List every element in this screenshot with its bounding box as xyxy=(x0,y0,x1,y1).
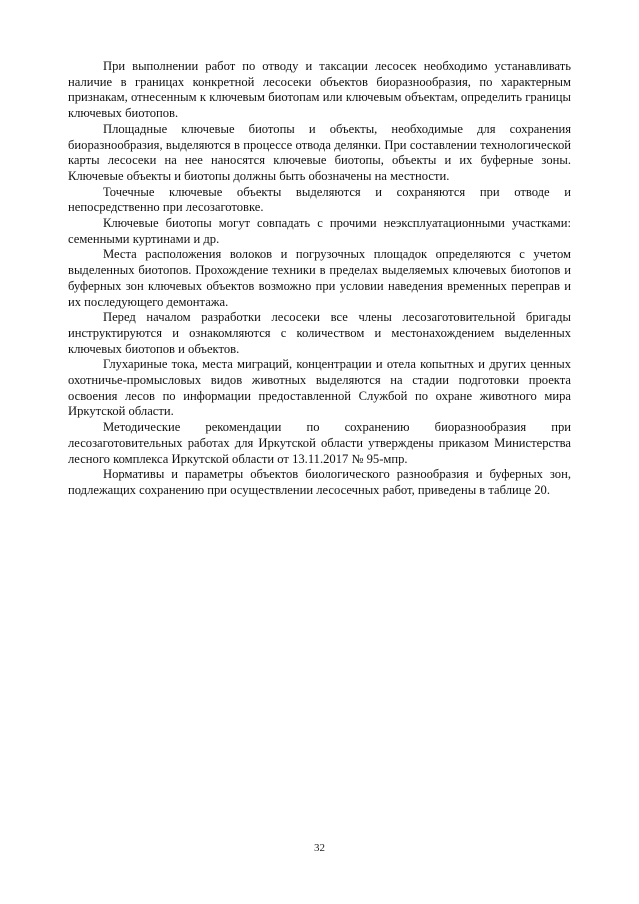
paragraph: Методические рекомендации по сохранению биоразнообразия при лесозаготовительных работах для Иркутской области утверждены приказом Министерства лесного комплекса Иркутской области от 13.11.2017 № 95-мпр. xyxy=(68,420,571,466)
paragraph: Глухариные тока, места миграций, концентрации и отела копытных и других ценных охотничье-промысловых видов животных выделяются на стадии подготовки проекта освоения лесов по информации предоставленной Службой по охране животного мира Иркутской области. xyxy=(68,357,571,419)
paragraph: Ключевые биотопы могут совпадать с прочими неэксплуатационными участками: семенными куртинами и др. xyxy=(68,216,571,246)
paragraph: Точечные ключевые объекты выделяются и сохраняются при отводе и непосредственно при лесозаготовке. xyxy=(68,184,571,215)
paragraph: При выполнении работ по отводу и таксации лесосек необходимо устанавливать наличие в границах конкретной лесосеки объектов биоразнообразия, по характерным признакам, отнесенным к ключевым биотопам или ключевым объектам, определить границы ключевых биотопов. xyxy=(68,59,571,121)
document-body xyxy=(68,59,571,499)
paragraph: Нормативы и параметры объектов биологического разнообразия и буферных зон, подлежащих сохранению при осуществлении лесосечных работ, приведены в таблице 20. xyxy=(68,467,571,497)
paragraph: Места расположения волоков и погрузочных площадок определяются с учетом выделенных биотопов. Прохождение техники в пределах выделяемых ключевых биотопов и буферных зон ключевых объектов возможно при условии наведения временных переправ и их последующего демонтажа. xyxy=(68,247,571,309)
page-number: 32 xyxy=(314,842,325,854)
paragraph: Перед началом разработки лесосеки все члены лесозаготовительной бригады инструктируются и ознакомляются с количеством и местонахождением выделенных ключевых биотопов и объектов. xyxy=(68,310,571,356)
paragraph: Площадные ключевые биотопы и объекты, необходимые для сохранения биоразнообразия, выделяются в процессе отвода делянки. При составлении технологической карты лесосеки на нее наносятся ключевые биотопы, объекты и их буферные зоны. Ключевые объекты и биотопы должны быть обозначены на местности. xyxy=(68,121,571,183)
